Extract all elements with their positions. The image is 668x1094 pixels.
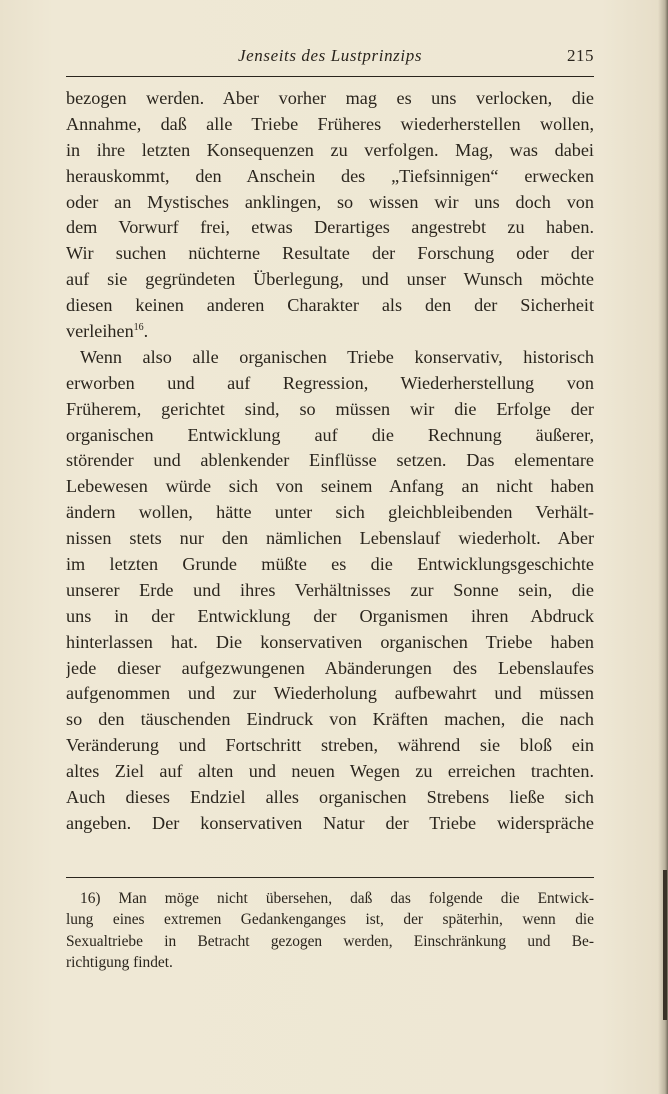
text-line: aufgenommen und zur Wiederholung aufbewahrt und müssen — [66, 683, 594, 704]
text-line: oder an Mystisches anklingen, so wissen wir uns doch von — [66, 191, 594, 212]
text-line: auf sie gegründeten Überlegung, und unser Wunsch möchte — [66, 269, 594, 290]
header-rule — [66, 76, 594, 77]
text-line: jede dieser aufgezwungenen Abänderungen des Lebenslaufes — [66, 657, 594, 678]
text-line: herauskommt, den Anschein des „Tiefsinnigen“ erwecken — [66, 165, 594, 186]
text-line: in ihre letzten Konsequenzen zu verfolgen. Mag, was dabei — [66, 139, 594, 160]
text-line-content: verleihen — [66, 321, 134, 342]
binding-edge-mark — [663, 870, 667, 1020]
text-line: störender und ablenkender Einflüsse setzen. Das elementare — [66, 450, 594, 471]
footnote-marker[interactable]: 16 — [133, 322, 144, 334]
body-text — [66, 86, 594, 837]
text-line: nissen stets nur den nämlichen Lebenslauf wiederholt. Aber — [66, 528, 594, 549]
text-line: im letzten Grunde müßte es die Entwicklungsgeschichte — [66, 554, 594, 575]
text-line: erworben und auf Regression, Wiederherstellung von — [66, 372, 594, 393]
text-line: diesen keinen anderen Charakter als den der Sicherheit — [66, 295, 594, 316]
text-line: unserer Erde und ihres Verhältnisses zur Sonne sein, die — [66, 579, 594, 600]
text-line: angeben. Der konservativen Natur der Triebe widerspräche — [66, 812, 594, 833]
footnote-line: Sexualtriebe in Betracht gezogen werden, Einschränkung und Be- — [66, 932, 594, 950]
text-line: altes Ziel auf alten und neuen Wegen zu erreichen trachten. — [66, 761, 594, 782]
text-line: so den täuschenden Eindruck von Kräften machen, die nach — [66, 709, 594, 730]
footnote — [66, 888, 594, 973]
text-line: uns in der Entwicklung der Organismen ihren Abdruck — [66, 605, 594, 626]
text-line-paragraph-end — [66, 319, 594, 345]
page-header — [66, 44, 594, 72]
running-title: Jenseits des Lustprinzips — [237, 46, 423, 65]
text-line: Auch dieses Endziel alles organischen Strebens ließe sich — [66, 787, 594, 808]
footnote-line: lung eines extremen Gedankenganges ist, der späterhin, wenn die — [66, 911, 594, 929]
text-line: hinterlassen hat. Die konservativen organischen Triebe haben — [66, 631, 594, 652]
text-line: Lebewesen würde sich von seinem Anfang an nicht haben — [66, 476, 594, 497]
footnote-line: richtigung findet. — [66, 953, 173, 971]
page-number: 215 — [567, 46, 594, 65]
text-line: dem Vorwurf frei, etwas Derartiges angestrebt zu haben. — [66, 217, 594, 238]
text-line: ändern wollen, hätte unter sich gleichbleibenden Verhält- — [66, 502, 594, 523]
text-line: Annahme, daß alle Triebe Früheres wiederherstellen wollen, — [66, 113, 594, 134]
text-line: bezogen werden. Aber vorher mag es uns verlocken, die — [66, 88, 594, 108]
footnote-line: 16) Man möge nicht übersehen, daß das folgende die Entwick- — [80, 890, 594, 907]
footnote-rule — [66, 877, 594, 878]
text-line: Früherem, gerichtet sind, so müssen wir die Erfolge der — [66, 398, 594, 419]
sentence-end-punctuation: . — [143, 321, 149, 342]
text-line-paragraph-start: Wenn also alle organischen Triebe konservativ, historisch — [80, 346, 594, 367]
text-line: Wir suchen nüchterne Resultate der Forschung oder der — [66, 243, 594, 264]
text-line: Veränderung und Fortschritt streben, während sie bloß ein — [66, 735, 594, 756]
text-line: organischen Entwicklung auf die Rechnung äußerer, — [66, 424, 594, 445]
